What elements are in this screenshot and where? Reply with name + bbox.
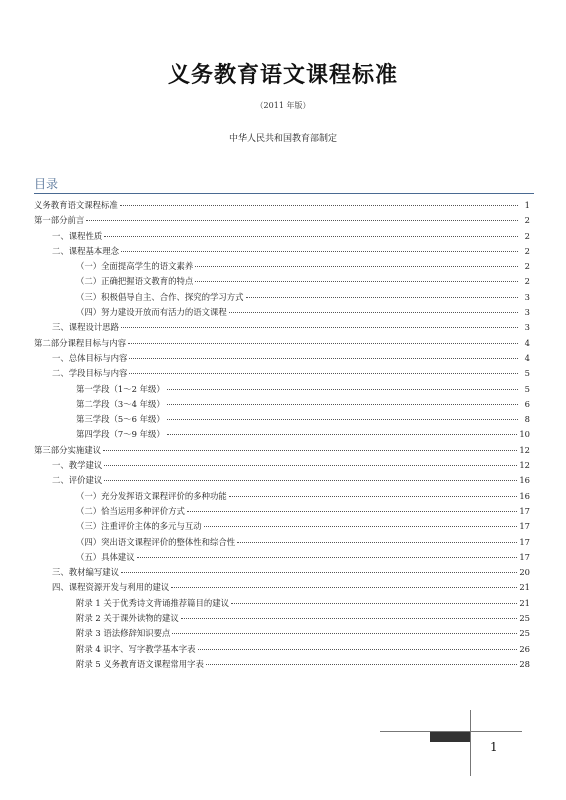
toc-entry-label: （一）全面提高学生的语文素养 bbox=[76, 261, 194, 272]
toc-entry[interactable] bbox=[34, 320, 530, 335]
toc-entry-label: 第一学段（1～2 年级） bbox=[76, 383, 165, 394]
toc-entry-page: 3 bbox=[524, 322, 530, 333]
toc-entry-page: 28 bbox=[519, 658, 530, 669]
toc-entry-leader bbox=[104, 480, 517, 481]
toc-entry-page: 16 bbox=[519, 490, 530, 501]
toc-entry-page: 17 bbox=[519, 521, 530, 532]
toc-entry-label: 义务教育语文课程标准 bbox=[34, 200, 118, 210]
toc-entry[interactable] bbox=[34, 550, 530, 565]
toc-entry-leader bbox=[246, 297, 519, 298]
toc-entry-leader bbox=[129, 358, 518, 359]
toc-entry[interactable] bbox=[34, 580, 530, 595]
toc-entry[interactable] bbox=[34, 519, 530, 534]
toc-entry-page: 2 bbox=[524, 245, 530, 256]
page-corner-vertical-rule bbox=[470, 710, 471, 776]
toc-entry-leader bbox=[121, 327, 518, 328]
toc-entry-leader bbox=[198, 649, 518, 650]
toc-entry[interactable] bbox=[34, 642, 530, 657]
toc-entry-page: 3 bbox=[524, 291, 530, 302]
toc-entry-page: 3 bbox=[524, 307, 530, 318]
toc-entry-leader bbox=[120, 205, 518, 206]
toc-entry-leader bbox=[204, 526, 518, 527]
toc-entry[interactable] bbox=[34, 336, 530, 351]
toc-entry-page: 5 bbox=[524, 383, 530, 394]
toc-entry-label: 三、教材编写建议 bbox=[52, 567, 119, 578]
toc-entry[interactable] bbox=[34, 229, 530, 244]
toc-entry-leader bbox=[137, 557, 518, 558]
toc-entry-leader bbox=[128, 343, 518, 344]
toc-entry-label: 附录 4 识字、写字教学基本字表 bbox=[76, 643, 196, 654]
toc-entry-page: 1 bbox=[524, 200, 530, 210]
toc-entry-page: 26 bbox=[519, 643, 530, 654]
toc-entry-page: 5 bbox=[524, 368, 530, 379]
toc-entry[interactable] bbox=[34, 489, 530, 504]
toc-entry-leader bbox=[104, 236, 518, 237]
toc-entry-page: 2 bbox=[524, 215, 530, 226]
toc-entry-label: （五）具体建议 bbox=[76, 551, 135, 562]
toc-entry-leader bbox=[229, 312, 518, 313]
toc-divider bbox=[34, 193, 534, 194]
toc-entry-page: 21 bbox=[519, 582, 530, 593]
toc-entry[interactable] bbox=[34, 290, 530, 305]
toc-entry[interactable] bbox=[34, 274, 530, 289]
toc-entry[interactable] bbox=[34, 213, 530, 228]
toc-entry-leader bbox=[171, 587, 517, 588]
toc-entry-leader bbox=[206, 664, 517, 665]
toc-entry-label: 第四学段（7～9 年级） bbox=[76, 429, 165, 440]
toc-entry-label: 第二学段（3～4 年级） bbox=[76, 398, 165, 409]
toc-entry-leader bbox=[237, 542, 517, 543]
toc-entry-label: 附录 3 语法修辞知识要点 bbox=[76, 628, 171, 639]
toc-entry-page: 10 bbox=[519, 429, 530, 440]
toc-entry-label: 第一部分前言 bbox=[34, 215, 85, 226]
table-of-contents bbox=[34, 198, 530, 672]
toc-entry-label: 一、课程性质 bbox=[52, 230, 103, 241]
toc-entry[interactable] bbox=[34, 535, 530, 550]
toc-entry-page: 17 bbox=[519, 505, 530, 516]
toc-entry[interactable] bbox=[34, 473, 530, 488]
toc-entry-page: 4 bbox=[524, 337, 530, 348]
toc-entry-label: （四）突出语文课程评价的整体性和综合性 bbox=[76, 536, 236, 547]
toc-entry-label: （三）积极倡导自主、合作、探究的学习方式 bbox=[76, 291, 244, 302]
toc-entry-label: （四）努力建设开放而有活力的语文课程 bbox=[76, 307, 227, 318]
toc-entry[interactable] bbox=[34, 565, 530, 580]
toc-entry-page: 2 bbox=[524, 230, 530, 241]
toc-entry[interactable] bbox=[34, 458, 530, 473]
toc-entry-leader bbox=[121, 572, 517, 573]
toc-entry-leader bbox=[229, 496, 518, 497]
toc-entry-leader bbox=[167, 434, 518, 435]
toc-entry[interactable] bbox=[34, 427, 530, 442]
toc-entry-label: （三）注重评价主体的多元与互动 bbox=[76, 521, 202, 532]
toc-entry-label: （二）正确把握语文教育的特点 bbox=[76, 276, 194, 287]
toc-entry[interactable] bbox=[34, 596, 530, 611]
toc-entry[interactable] bbox=[34, 443, 530, 458]
document-title: 义务教育语文课程标准 bbox=[167, 62, 398, 88]
toc-entry-leader bbox=[167, 419, 518, 420]
page-number: 1 bbox=[490, 740, 498, 754]
toc-entry-leader bbox=[121, 251, 518, 252]
toc-entry[interactable] bbox=[34, 366, 530, 381]
toc-entry-leader bbox=[167, 404, 518, 405]
toc-entry-page: 20 bbox=[519, 567, 530, 578]
toc-entry-label: 第二部分课程目标与内容 bbox=[34, 337, 127, 348]
toc-entry-leader bbox=[181, 618, 518, 619]
page-corner-block bbox=[430, 732, 470, 742]
toc-entry-label: 二、评价建议 bbox=[52, 475, 103, 486]
toc-entry-page: 12 bbox=[519, 444, 530, 455]
toc-entry-label: 二、课程基本理念 bbox=[52, 245, 119, 256]
document-edition: （2011 年版） bbox=[255, 101, 311, 110]
toc-heading: 目录 bbox=[34, 177, 59, 191]
toc-entry[interactable] bbox=[34, 611, 530, 626]
toc-entry[interactable] bbox=[34, 244, 530, 259]
toc-entry-label: 第三学段（5～6 年级） bbox=[76, 414, 165, 425]
toc-entry-leader bbox=[104, 465, 517, 466]
toc-entry-leader bbox=[231, 603, 517, 604]
document-author: 中华人民共和国教育部制定 bbox=[228, 134, 337, 144]
toc-entry[interactable] bbox=[34, 412, 530, 427]
toc-entry[interactable] bbox=[34, 397, 530, 412]
toc-entry-page: 17 bbox=[519, 551, 530, 562]
toc-entry[interactable] bbox=[34, 504, 530, 519]
toc-entry-label: （一）充分发挥语文课程评价的多种功能 bbox=[76, 490, 227, 501]
toc-entry[interactable] bbox=[34, 626, 530, 641]
toc-entry-page: 16 bbox=[519, 475, 530, 486]
toc-entry-label: 附录 1 关于优秀诗文背诵推荐篇目的建议 bbox=[76, 597, 230, 608]
toc-entry[interactable] bbox=[34, 198, 530, 213]
toc-entry-label: 附录 2 关于课外读物的建议 bbox=[76, 613, 179, 624]
toc-entry-page: 2 bbox=[524, 261, 530, 272]
toc-entry-label: 二、学段目标与内容 bbox=[52, 368, 128, 379]
toc-entry-label: （二）恰当运用多种评价方式 bbox=[76, 505, 185, 516]
toc-entry-label: 第三部分实施建议 bbox=[34, 444, 101, 455]
toc-entry-page: 6 bbox=[524, 398, 530, 409]
toc-entry-leader bbox=[195, 281, 518, 282]
toc-entry-leader bbox=[103, 450, 517, 451]
toc-entry-page: 25 bbox=[519, 613, 530, 624]
toc-entry-leader bbox=[187, 511, 517, 512]
toc-entry[interactable] bbox=[34, 351, 530, 366]
toc-entry-leader bbox=[86, 220, 518, 221]
toc-entry-leader bbox=[172, 633, 517, 634]
toc-entry-page: 25 bbox=[519, 628, 530, 639]
toc-entry[interactable] bbox=[34, 382, 530, 397]
toc-entry-leader bbox=[129, 373, 518, 374]
toc-entry-label: 三、课程设计思路 bbox=[52, 322, 119, 333]
toc-entry-label: 一、总体目标与内容 bbox=[52, 352, 128, 363]
toc-entry-page: 2 bbox=[524, 276, 530, 287]
toc-entry-page: 17 bbox=[519, 536, 530, 547]
toc-entry-page: 4 bbox=[524, 352, 530, 363]
toc-entry[interactable] bbox=[34, 305, 530, 320]
toc-entry-page: 12 bbox=[519, 460, 530, 471]
toc-entry[interactable] bbox=[34, 259, 530, 274]
toc-entry-leader bbox=[195, 266, 518, 267]
toc-entry-label: 四、课程资源开发与利用的建议 bbox=[52, 582, 170, 593]
toc-entry-label: 一、教学建议 bbox=[52, 460, 103, 471]
toc-entry-page: 8 bbox=[524, 414, 530, 425]
toc-entry-leader bbox=[167, 389, 518, 390]
toc-entry-page: 21 bbox=[519, 597, 530, 608]
toc-entry-label: 附录 5 义务教育语文课程常用字表 bbox=[76, 658, 204, 669]
toc-entry[interactable] bbox=[34, 657, 530, 672]
